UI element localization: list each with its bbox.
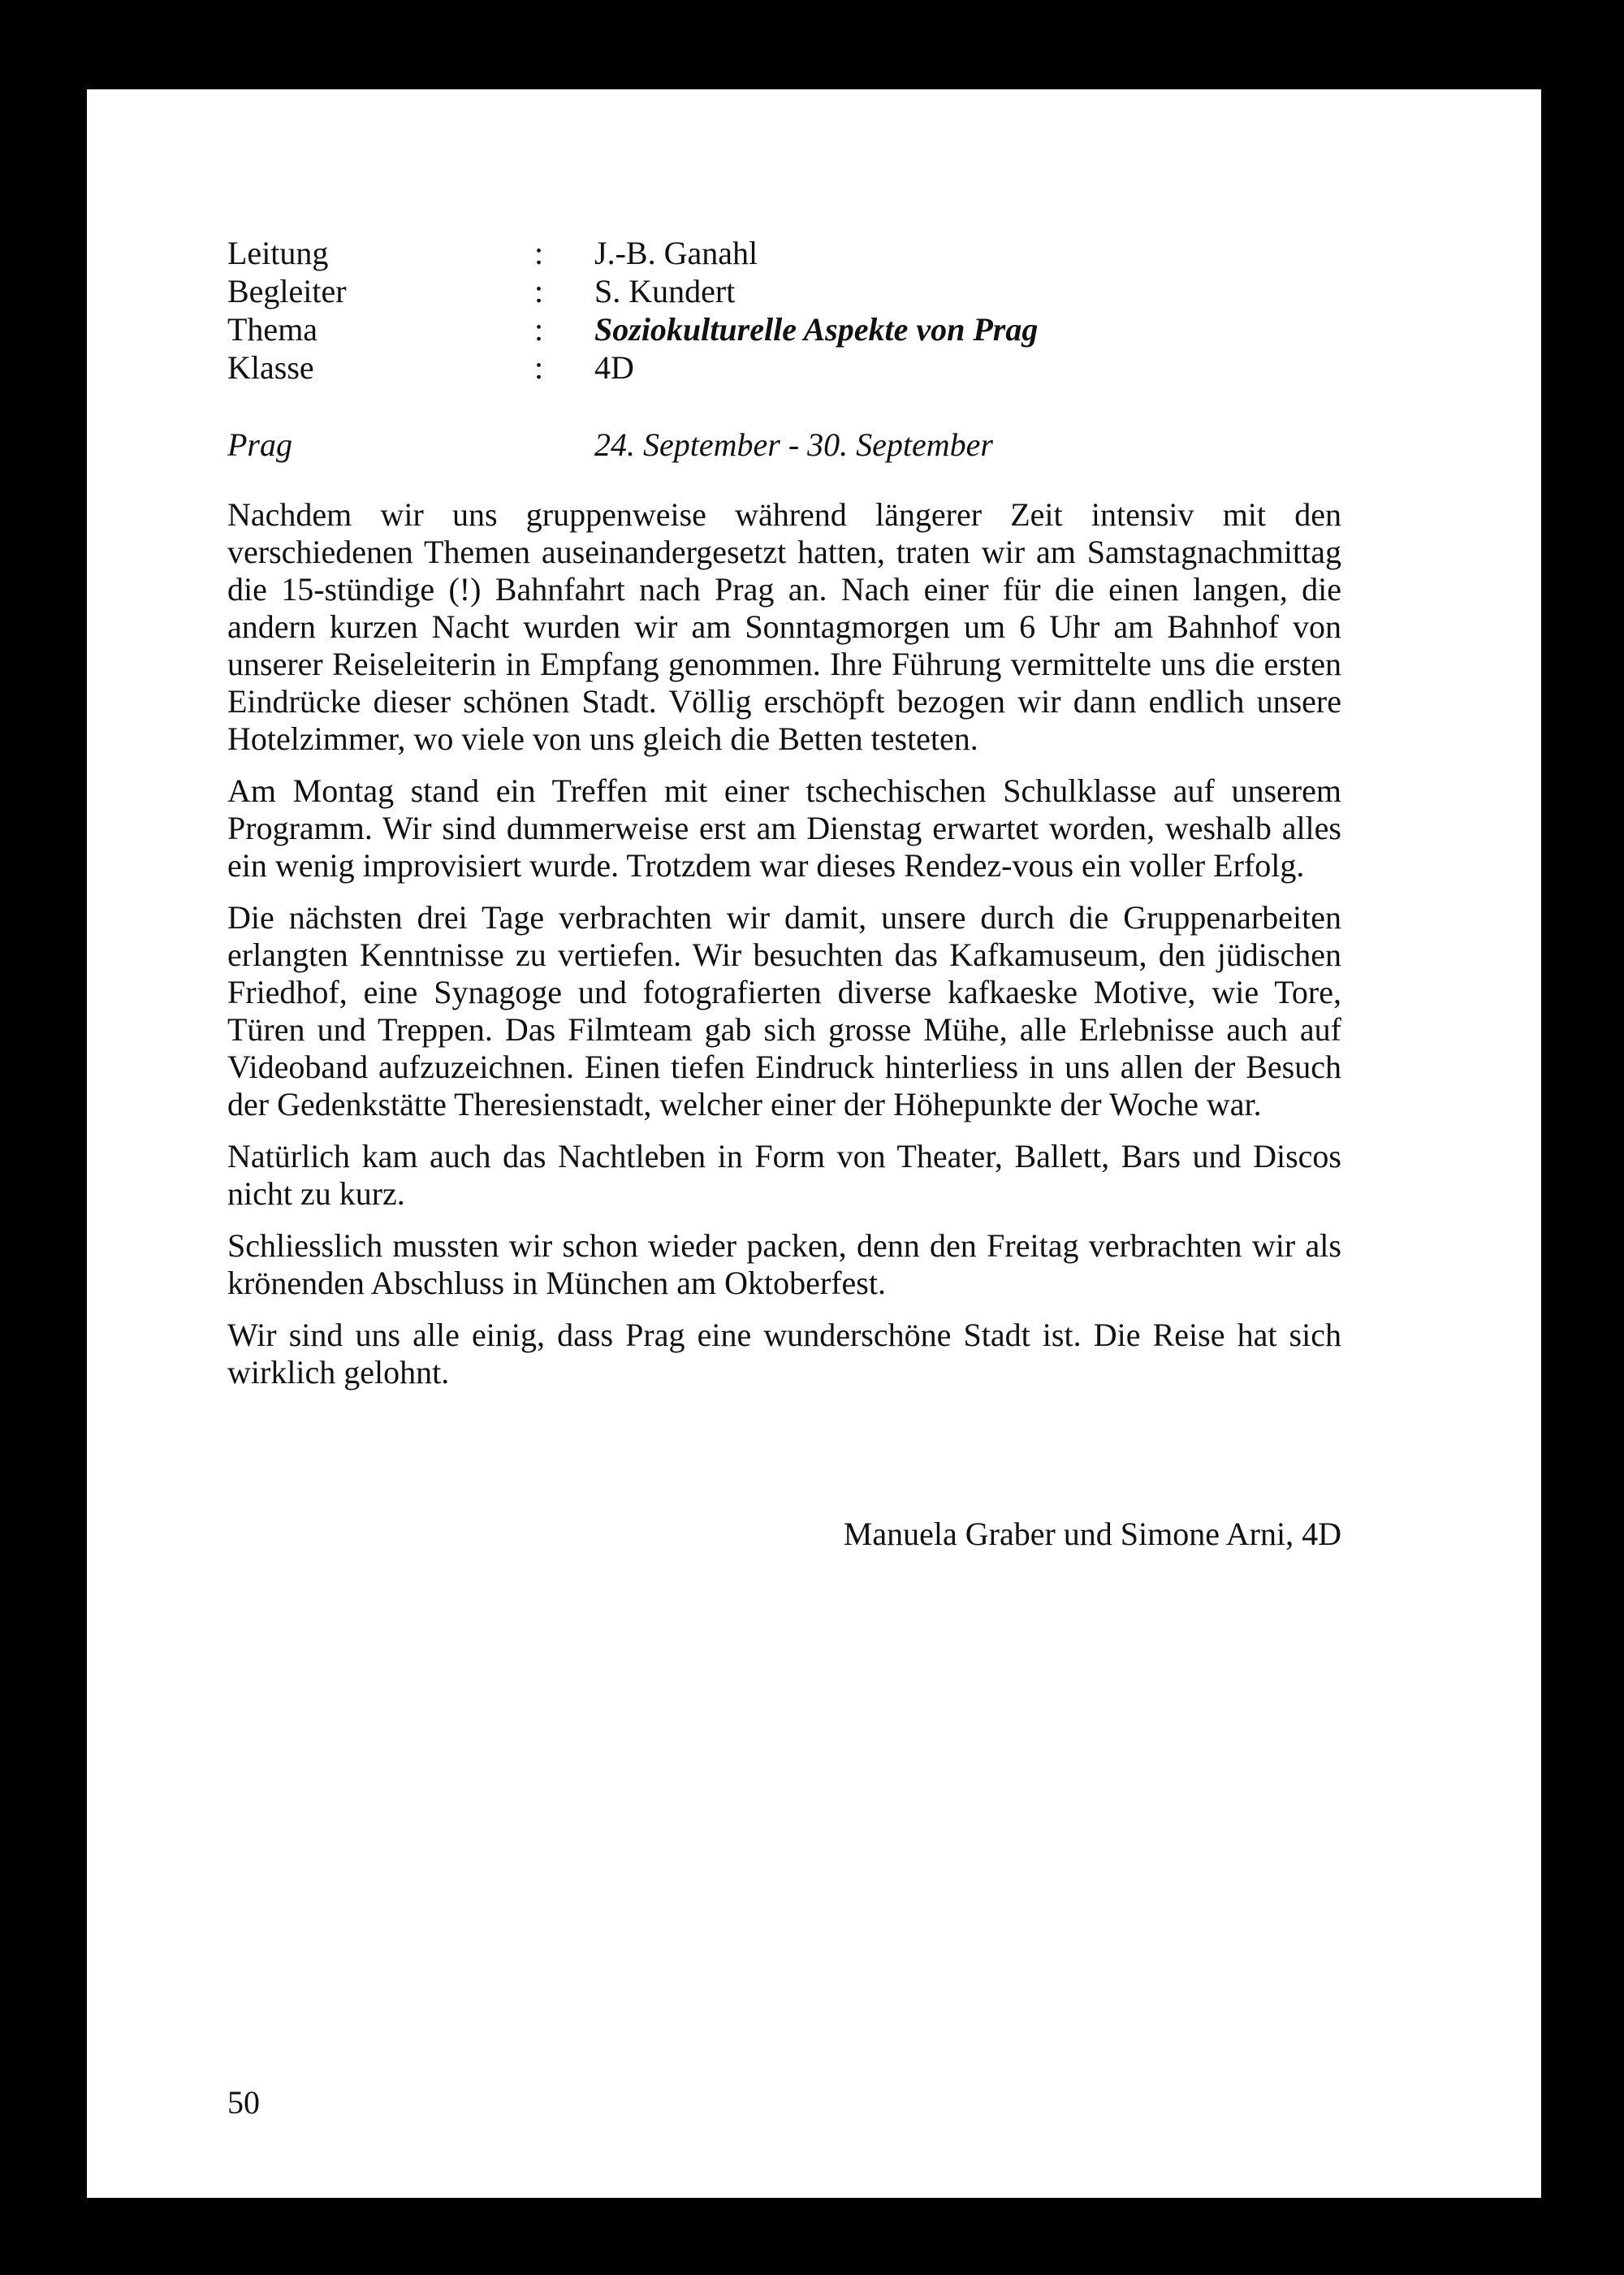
meta-value: S. Kundert xyxy=(594,273,736,309)
meta-value: 4D xyxy=(594,349,634,386)
meta-label: Klasse xyxy=(227,349,314,386)
meta-colon: : xyxy=(534,273,544,309)
trip-dates: 24. September - 30. September xyxy=(594,426,993,463)
paragraph: Schliesslich mussten wir schon wieder packen, denn den Freitag verbrachten wir als krönenden Abschluss in München am Oktoberfest. xyxy=(227,1227,1341,1301)
meta-colon: : xyxy=(534,311,544,348)
paragraph: Wir sind uns alle einig, dass Prag eine wunderschöne Stadt ist. Die Reise hat sich wirklich gelohnt. xyxy=(227,1317,1341,1391)
paragraph: Am Montag stand ein Treffen mit einer tschechischen Schulklasse auf unserem Programm. Wir sind dummerweise erst am Dienstag erwartet worden, weshalb alles ein wenig improvisiert wurde. Trotzdem war dieses Rendez-vous ein voller Erfolg. xyxy=(227,772,1341,884)
author-signature: Manuela Graber und Simone Arni, 4D xyxy=(843,1516,1341,1552)
meta-colon: : xyxy=(534,349,544,386)
paragraph: Natürlich kam auch das Nachtleben in Form von Theater, Ballett, Bars und Discos nicht zu kurz. xyxy=(227,1138,1341,1212)
paragraph: Nachdem wir uns gruppenweise während längerer Zeit intensiv mit den verschiedenen Themen auseinandergesetzt hatten, traten wir am Samstagnachmittag die 15-stündige (!) Bahnfahrt nach Prag an. Nach einer für die einen langen, die andern kurzen Nacht wurden wir am Sonntagmorgen um 6 Uhr am Bahnhof von unserer Reiseleiterin in Empfang genommen. Ihre Führung vermittelte uns die ersten Eindrücke dieser schönen Stadt. Völlig erschöpft bezogen wir dann endlich unsere Hotelzimmer, wo viele von uns gleich die Betten testeten. xyxy=(227,496,1341,757)
meta-colon: : xyxy=(534,235,544,271)
meta-value: J.-B. Ganahl xyxy=(594,235,758,271)
meta-label: Leitung xyxy=(227,235,329,271)
meta-label: Thema xyxy=(227,311,318,348)
trip-place: Prag xyxy=(227,426,292,463)
paragraph: Die nächsten drei Tage verbrachten wir damit, unsere durch die Gruppenarbeiten erlangten Kenntnisse zu vertiefen. Wir besuchten das Kafkamuseum, den jüdischen Friedhof, eine Synagoge und fotografierten diverse kafkaeske Motive, wie Tore, Türen und Treppen. Das Filmteam gab sich grosse Mühe, alle Erlebnisse auch auf Videoband aufzuzeichnen. Einen tiefen Eindruck hinterliess in uns allen der Besuch der Gedenkstätte Theresienstadt, welcher einer der Höhepunkte der Woche war. xyxy=(227,899,1341,1122)
page-number: 50 xyxy=(227,2084,260,2121)
article-body xyxy=(227,496,1341,1406)
meta-value-theme: Soziokulturelle Aspekte von Prag xyxy=(594,311,1039,348)
meta-label: Begleiter xyxy=(227,273,347,309)
document-page xyxy=(87,89,1541,2198)
